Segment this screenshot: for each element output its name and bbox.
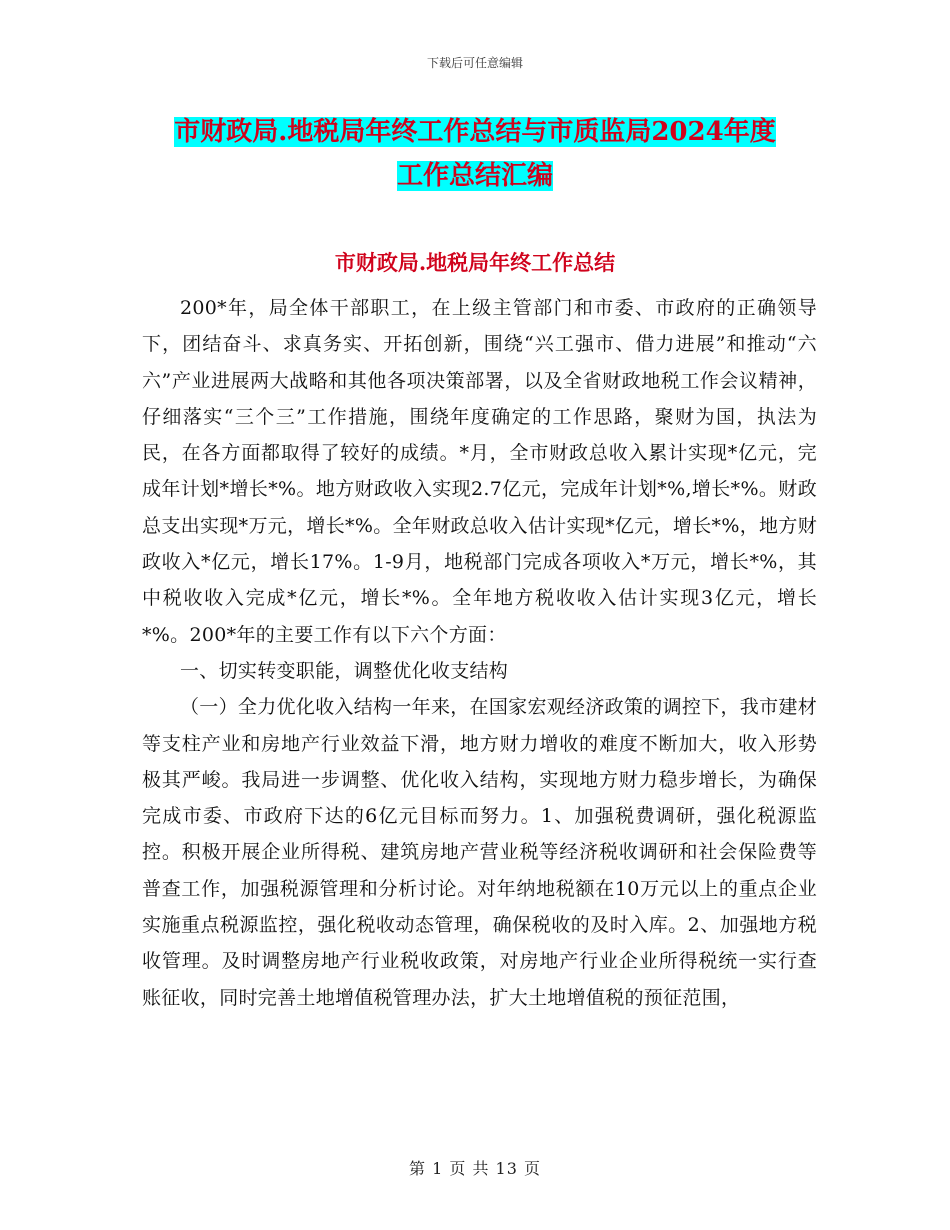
- paragraph-heading-one: 一、切实转变职能，调整优化收支结构: [180, 659, 509, 682]
- page-number: 第 1 页 共 13 页: [409, 1159, 541, 1178]
- header-note: 下载后可任意编辑: [426, 56, 523, 70]
- main-title: [140, 110, 810, 198]
- paragraph-income-structure: （一）全力优化收入结构一年来，在国家宏观经济政策的调控下，我市建材等支柱产业和房地产行业效益下滑，地方财力增收的难度不断加大，收入形势极其严峻。我局进一步调整、优化收入结构，实现地方财力稳步增长，为确保完成市委、市政府下达的6亿元目标而努力。1、加强税费调研，强化税源监控。积极开展企业所得税、建筑房地产营业税等经济税收调研和社会保险费等普查工作，加强税源管理和分析讨论。对年纳地税额在10万元以上的重点企业实施重点税源监控，强化税收动态管理，确保税收的及时入库。2、加强地方税收管理。及时调整房地产行业税收政策，对房地产行业企业所得税统一实行查账征收，同时完善土地增值税管理办法，扩大土地增值税的预征范围，: [142, 696, 817, 1009]
- body-text: [142, 290, 817, 1016]
- main-title-line2: 工作总结汇编: [396, 161, 553, 191]
- main-title-line1: 市财政局.地税局年终工作总结与市质监局2024年度: [174, 117, 776, 147]
- section-title: 市财政局.地税局年终工作总结: [334, 250, 616, 275]
- paragraph-intro: 200*年，局全体干部职工，在上级主管部门和市委、市政府的正确领导下，团结奋斗、求真务实、开拓创新，围绕“兴工强市、借力进展”和推动“六六”产业进展两大战略和其他各项决策部署，以及全省财政地税工作会议精神，仔细落实“三个三”工作措施，围绕年度确定的工作思路，聚财为国，执法为民，在各方面都取得了较好的成绩。*月，全市财政总收入累计实现*亿元，完成年计划*增长*%。地方财政收入实现2.7亿元，完成年计划*%,增长*%。财政总支出实现*万元，增长*%。全年财政总收入估计实现*亿元，增长*%，地方财政收入*亿元，增长17%。1-9月，地税部门完成各项收入*万元，增长*%，其中税收收入完成*亿元，增长*%。全年地方税收收入估计实现3亿元，增长*%。200*年的主要工作有以下六个方面：: [142, 297, 817, 646]
